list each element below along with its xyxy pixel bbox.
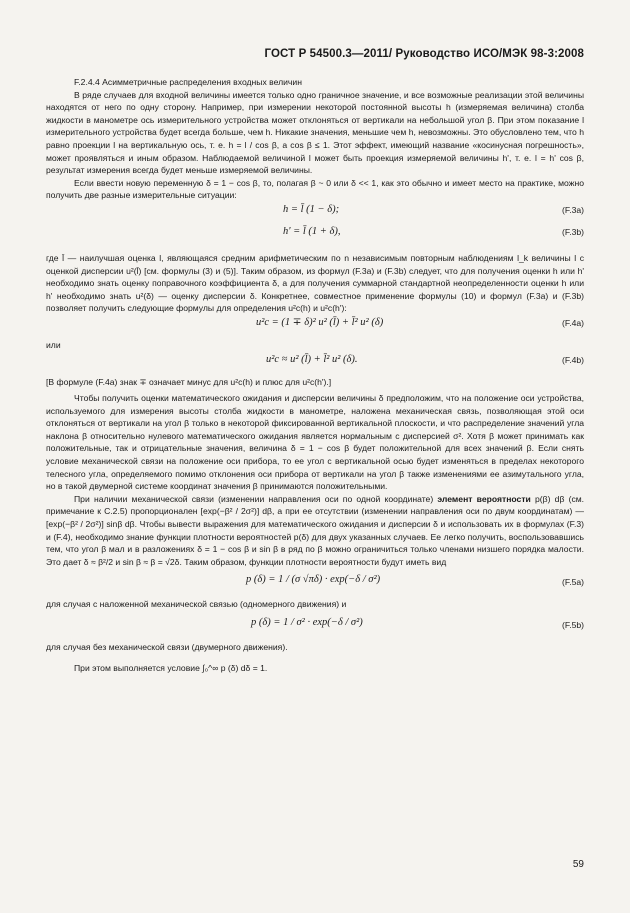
note-f4: [В формуле (F.4a) знак ∓ означает минус для u²c(h) и плюс для u²c(h').] — [46, 376, 332, 387]
equation-f3b — [46, 226, 584, 246]
formula-f4b: u²c ≈ u² (l̄) + l̄² u² (δ). — [266, 353, 358, 365]
page-header: ГОСТ Р 54500.3—2011/ Руководство ИСО/МЭК 98-3:2008 — [264, 48, 584, 60]
formula-f5b: p (δ) = 1 / σ² · exp(−δ / σ²) — [251, 617, 363, 628]
formula-f5a: p (δ) = 1 / (σ √πδ) · exp(−δ / σ²) — [246, 574, 381, 586]
paragraph-4: Чтобы получить оценки математического ожидания и дисперсии величины δ предположим, что на положение оси устройства, используемого для измерения высоты столба жидкости в манометре, наложена механическая связь, позволяющая этой оси отклоняться от вертикали на угол β только в некоторой фиксированной вертикальной плоскости, и что распределение значений угла наклона β относительно нулевого математического ожидания является нормальным с дисперсией σ². Хотя β может принимать как положительные, так и отрицательные значения, величина δ = 1 − cos β будет положительной для всех значений β. Если снять условие механической связи на положение оси прибора, то ее угол с вертикальной осью будет изменяться в пределах некоторого телесного угла, определяемого помимо отклонения оси прибора от вертикали на угол β также изменениями ее азимутального угла, но в такой двумерной системе координат значения β принимаются положительными. — [46, 393, 584, 492]
paragraph-2: Если ввести новую переменную δ = 1 − cos β, то, полагая β ~ 0 или δ << 1, как это обычно и имеет место на практике, можно получить две разные измерительные ситуации: — [46, 177, 584, 201]
paragraph-1: В ряде случаев для входной величины имеется только одно граничное значение, и все возможные реализации этой величины находятся от него по одну сторону. Например, при измерении некоторой постоянной высоты h (измеряемая величина) столба жидкости в манометре ось измерительного устройства может отклоняться от вертикали на небольшой угол β. При этом показание l измерительного устройства будет всегда больше, чем h. Никакие значения, меньшие чем h, невозможны. Это обусловлено тем, что h равно проекции l на вертикальную ось, т. е. h = l / cos β, а cos β ≤ 1. Этот эффект, имеющий название «косинусная погрешность», может проявляться и иным образом. Наблюдаемой величиной l может быть проекция измеряемой величины h', т. е. l = h' cos β, результат измерения всегда будет меньше измеряемой величины. — [46, 89, 584, 176]
probability-element-term: элемент вероятности — [437, 493, 531, 504]
equation-number-f4a: (F.4a) — [562, 317, 584, 328]
paragraph-5-start: При наличии механической связи (изменении направления оси по одной координате) — [74, 493, 434, 504]
equation-number-f4b: (F.4b) — [562, 354, 584, 365]
paragraph-3: где l̄ — наилучшая оценка l, являющаяся средним арифметическим по n независимым повторным наблюдениям l_k величины l с оценкой дисперсии u²(l̄) [см. формулы (3) и (5)]. Таким образом, из формул (F.3a) и (F.3b) следует, что для получения оценки h или h' необходимо знать оценку поправочного коэффициента δ, а для получения суммарной стандартной неопределенности оценки h или h' необходимо знать u²(δ) — оценку дисперсии δ. Конкретнее, совместное применение формулы (10) и формул (F.3a) и (F.3b) позволяет получить следующие формулы для определения u²c(h) и u²c(h'): — [46, 252, 584, 314]
equation-f3a — [46, 204, 584, 224]
or-word: или — [46, 339, 61, 350]
equation-number-f5b: (F.5b) — [562, 620, 584, 630]
paragraph-5-rest: p(β) dβ (см. примечание к С.2.5) пропорционален [exp(−β² / 2σ²)] dβ, а при ее отсутствии (изменении направления оси по двум координатам) — [exp(−β² / 2σ²)] sinβ dβ. Чтобы вывести выражения для математического ожидания и дисперсии δ и использовать их в формулах (F.3) и (F.4), необходимо знание функции плотности вероятностей p(δ) для двух указанных случаев. Ее легко получить, воспользовавшись тем, что угол β мал и в разложениях δ = 1 − cos β и sin β в ряд по β можно ограничиться только членами низшего порядка малости. Это дает δ ≈ β²/2 и sin β ≈ β = √2δ. Таким образом, функции плотности вероятности будут иметь вид — [46, 493, 585, 567]
page-content — [46, 76, 584, 674]
equation-f4a — [46, 317, 584, 337]
formula-f3b: h' = l̄ (1 + δ), — [283, 225, 341, 237]
text-after-f5a: для случая с наложенной механической связью (одномерного движения) и — [46, 599, 347, 610]
equation-f5b — [46, 613, 584, 639]
equation-number-f3b: (F.3b) — [562, 226, 584, 237]
formula-f4a: u²c = (1 ∓ δ)² u² (l̄) + l̄² u² (δ) — [256, 316, 384, 328]
page-number: 59 — [572, 859, 584, 870]
equation-number-f5a: (F.5a) — [562, 577, 584, 588]
paragraph-5 — [46, 493, 584, 569]
equation-f5a — [46, 570, 584, 596]
text-after-f5b: для случая без механической связи (двумерного движения). — [46, 642, 288, 652]
paragraph-6: При этом выполняется условие ∫₀^∞ p (δ) dδ = 1. — [74, 662, 268, 673]
formula-f3a: h = l̄ (1 − δ); — [283, 203, 340, 215]
equation-number-f3a: (F.3a) — [562, 204, 584, 215]
equation-f4b — [46, 354, 584, 374]
section-title: F.2.4.4 Асимметричные распределения входных величин — [74, 77, 302, 87]
